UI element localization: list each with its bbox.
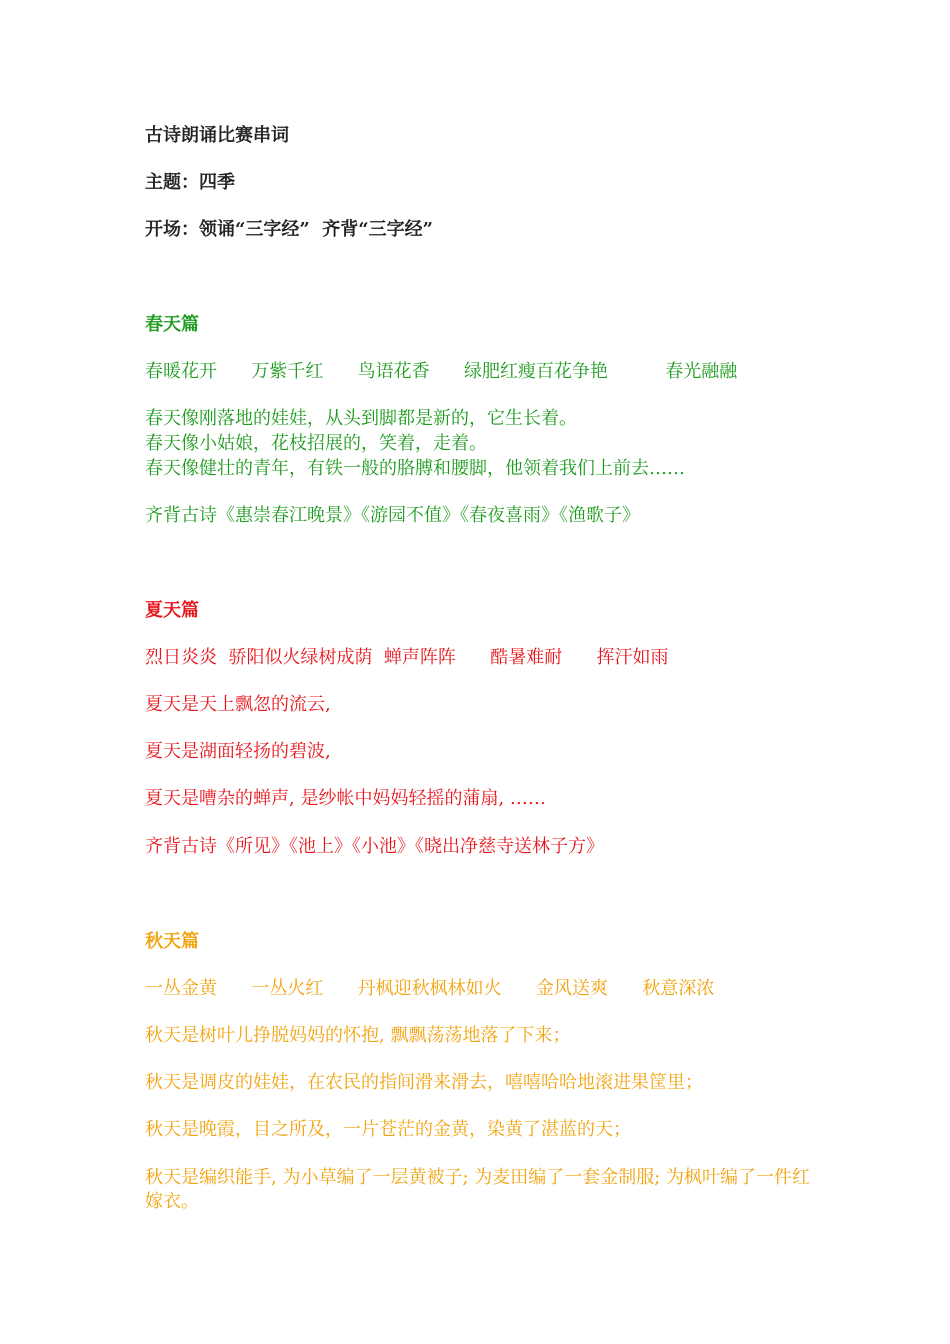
opening-line: 开场：领诵“三字经” 齐背“三字经” — [145, 219, 433, 240]
autumn-line-2: 秋天是调皮的娃娃，在农民的指间滑来滑去，嘻嘻哈哈地滚进果筐里； — [145, 1072, 703, 1093]
summer-line-1: 夏天是天上飘忽的流云, — [145, 694, 331, 715]
theme-line: 主题：四季 — [145, 172, 235, 193]
spring-line-1: 春天像刚落地的娃娃，从头到脚都是新的，它生长着。 — [145, 408, 577, 429]
spring-phrases: 春暖花开 万紫千红 鸟语花香 绿肥红瘦百花争艳 春光融融 — [145, 361, 738, 382]
spring-line-2: 春天像小姑娘，花枝招展的，笑着，走着。 — [145, 433, 487, 454]
summer-line-3: 夏天是嘈杂的蝉声, 是纱帐中妈妈轻摇的蒲扇, …… — [145, 788, 546, 809]
spring-line-3: 春天像健壮的青年，有铁一般的胳膊和腰脚，他领着我们上前去…… — [145, 458, 685, 479]
summer-poems: 齐背古诗《所见》《池上》《小池》《晓出净慈寺送林子方》 — [145, 836, 604, 857]
summer-heading: 夏天篇 — [145, 600, 199, 621]
spring-poems: 齐背古诗《惠崇春江晚景》《游园不值》《春夜喜雨》《渔歌子》 — [145, 505, 640, 526]
autumn-phrases: 一丛金黄 一丛火红 丹枫迎秋枫林如火 金风送爽 秋意深浓 — [145, 978, 715, 999]
document-title: 古诗朗诵比赛串词 — [145, 125, 289, 146]
summer-line-2: 夏天是湖面轻扬的碧波, — [145, 741, 331, 762]
autumn-line-1: 秋天是树叶儿挣脱妈妈的怀抱, 飘飘荡荡地落了下来； — [145, 1025, 571, 1046]
spring-heading: 春天篇 — [145, 314, 199, 335]
autumn-line-3: 秋天是晚霞，目之所及，一片苍茫的金黄，染黄了湛蓝的天； — [145, 1119, 631, 1140]
autumn-heading: 秋天篇 — [145, 931, 199, 952]
summer-phrases: 烈日炎炎 骄阳似火绿树成荫 蝉声阵阵 酷暑难耐 挥汗如雨 — [145, 647, 669, 668]
autumn-line-4: 秋天是编织能手, 为小草编了一层黄被子; 为麦田编了一套金制服; 为枫叶编了一件红嫁衣。 — [145, 1167, 811, 1212]
